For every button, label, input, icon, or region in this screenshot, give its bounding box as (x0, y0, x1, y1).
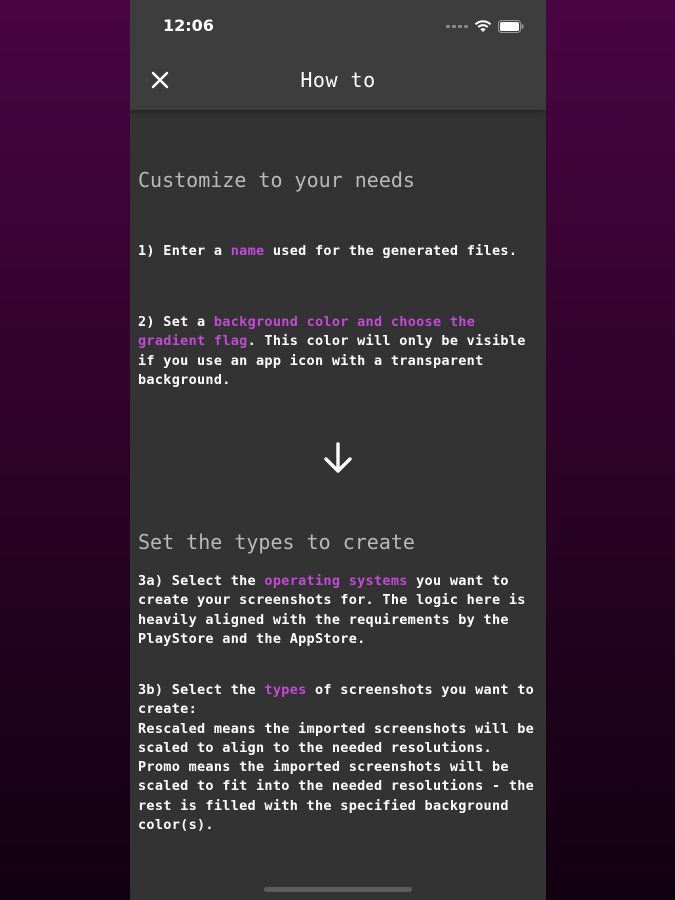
step-2-suffix: . This color will only be visible if you use an app icon with a transparent background. (138, 333, 535, 388)
step-3a-prefix: 3a) Select the (138, 573, 265, 589)
operating-systems-highlight: operating systems (264, 573, 408, 589)
app-bar (130, 0, 546, 110)
wifi-icon (474, 19, 492, 33)
phone-screen (130, 0, 546, 900)
cellular-signal-icon (446, 25, 468, 28)
step-3a-suffix: you want to create your screenshots for. The logic here is heavily aligned with the requirements by the PlayStore and the AppStore. (138, 573, 535, 647)
step-1-text (138, 242, 538, 261)
background-color-highlight: background color and choose the gradient flag (138, 314, 484, 350)
step-3b-text (138, 681, 543, 835)
arrow-down-icon (320, 440, 356, 476)
home-indicator[interactable] (264, 887, 412, 892)
section-heading-customize: Customize to your needs (138, 168, 415, 192)
rescaled-label: Rescaled (138, 720, 206, 737)
promo-text: means the imported screenshots will be scaled to fit into the needed resolutions - the rest is filled with the specified background color(s). (138, 759, 543, 834)
step-1-prefix: 1) Enter a (138, 243, 231, 259)
promo-label: Promo (138, 759, 181, 776)
status-icons (446, 16, 524, 36)
step-3b-suffix: of screenshots you want to create: (138, 682, 543, 718)
step-1-suffix: used for the generated files. (264, 243, 518, 259)
step-3a-text (138, 572, 538, 649)
page-title: How to (300, 68, 376, 92)
step-2-text (138, 313, 538, 390)
step-3b-prefix: 3b) Select the (138, 682, 265, 698)
section-heading-types: Set the types to create (138, 530, 415, 554)
step-2-prefix: 2) Set a (138, 314, 214, 330)
rescaled-text: means the imported screenshots will be scaled to align to the needed resolutions. (138, 720, 543, 756)
types-highlight: types (264, 682, 307, 698)
status-time: 12:06 (163, 16, 214, 35)
battery-icon (498, 20, 524, 33)
name-highlight: name (230, 243, 265, 259)
